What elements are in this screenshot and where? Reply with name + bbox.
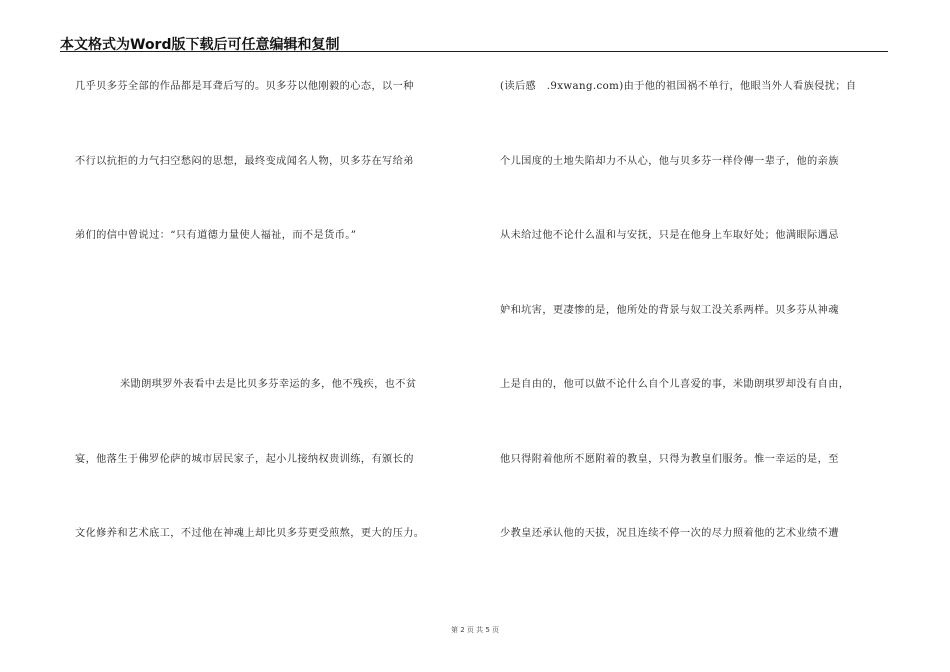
right-text-line: (读后感 .9xwang.com)由于他的祖国祸不单行，他眼当外人看族侵扰；自 xyxy=(500,81,857,92)
page-number-footer: 第 2 页 共 5 页 xyxy=(450,626,500,634)
left-text-line: 米勖朗琪罗外表看中去是比贝多芬幸运的多，他不残疾，也不贫 xyxy=(120,379,417,390)
right-text-line: 少教皇还承认他的天拔，况且连续不停一次的尽力照着他的艺术业绩不遭 xyxy=(500,528,839,539)
left-text-line: 几乎贝多芬全部的作品都是耳聋后写的。贝多芬以他刚毅的心态，以一种 xyxy=(75,81,414,92)
left-text-line: 不行以抗拒的力气扫空愁闷的思想，最终变成闻名人物，贝多芬在写给弟 xyxy=(75,156,414,167)
left-text-line: 文化修养和艺术底工，不过他在神魂上却比贝多芬更受煎熬，更大的压力。 xyxy=(75,528,425,539)
left-text-line: 宴，他落生于佛罗伦萨的城市居民家子，起小儿接纳权贵训练，有颁长的 xyxy=(75,454,414,465)
header-divider xyxy=(60,51,888,52)
right-text-line: 从未给过他不论什么温和与安抚，只是在他身上车取好处；他满眼际遇忌 xyxy=(500,230,839,241)
right-text-line: 上是自由的，他可以做不论什么自个儿喜爱的事，米勖朗琪罗却没有自由， xyxy=(500,379,850,390)
document-header-title: 本文格式为Word版下载后可任意编辑和复制 xyxy=(60,37,340,53)
right-text-line: 妒和坑害，更凄惨的是，他所处的背景与奴工没关系两样。贝多芬从神魂 xyxy=(500,305,839,316)
left-text-line: 弟们的信中曾说过：“只有道德力量使人福祉，而不是货币。” xyxy=(75,230,357,241)
right-text-line: 他只得附着他所不愿附着的教皇，只得为教皇们服务。惟一幸运的是，至 xyxy=(500,454,839,465)
right-text-line: 个儿国度的土地失陷却力不从心，他与贝多芬一样伶傳一辈子，他的亲族 xyxy=(500,156,839,167)
